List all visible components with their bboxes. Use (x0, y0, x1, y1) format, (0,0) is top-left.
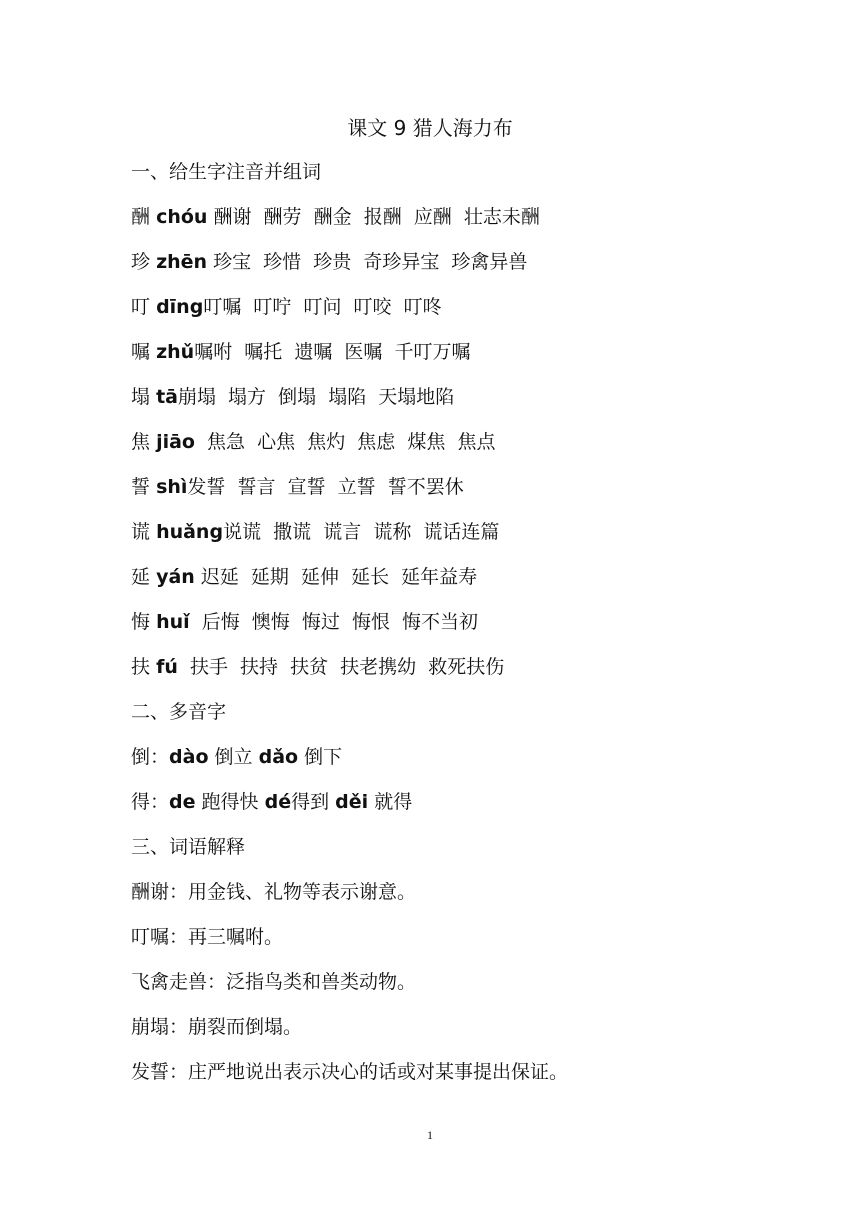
word-list: 焦急 心焦 焦灼 焦虑 煤焦 焦点 (194, 431, 496, 453)
pinyin: jiāo (156, 431, 195, 453)
polyphone-entry (131, 790, 831, 835)
lesson-title-text: 课文 9 猎人海力布 (347, 116, 513, 140)
definition-entry: 崩塌：崩裂而倒塌。 (131, 1016, 303, 1038)
char: 酬 (131, 206, 151, 228)
polyphone-char: 倒： (131, 746, 170, 768)
polyphone-word: 倒立 (208, 746, 259, 768)
polyphone-word: 跑得快 (195, 791, 265, 813)
char-entry (131, 385, 831, 430)
word-list: 崩塌 塌方 倒塌 塌陷 天塌地陷 (177, 386, 455, 408)
section-heading-2: 二、多音字 (131, 701, 227, 723)
char-entry (131, 475, 831, 520)
section-heading-1: 一、给生字注音并组词 (131, 161, 322, 183)
pinyin: zhēn (156, 251, 208, 273)
char: 焦 (131, 431, 151, 453)
pinyin: dǎo (258, 746, 299, 768)
char: 延 (131, 566, 151, 588)
word-list: 珍宝 珍惜 珍贵 奇珍异宝 珍禽异兽 (207, 251, 528, 273)
page-number: 1 (427, 1128, 433, 1142)
char: 珍 (131, 251, 151, 273)
char: 嘱 (131, 341, 151, 363)
char: 誓 (131, 476, 151, 498)
char-list (131, 205, 831, 700)
char-entry (131, 295, 831, 340)
definition-entry: 酬谢：用金钱、礼物等表示谢意。 (131, 881, 417, 903)
char: 叮 (131, 296, 151, 318)
pinyin: chóu (156, 206, 208, 228)
lesson-title (0, 116, 860, 140)
pinyin: huǎng (156, 521, 224, 543)
char-entry (131, 610, 831, 655)
char-entry (131, 520, 831, 565)
polyphone-char: 得： (131, 791, 170, 813)
definition-entry: 叮嘱：再三嘱咐。 (131, 926, 284, 948)
pinyin: dào (169, 746, 209, 768)
definition-list (131, 880, 831, 1105)
char: 谎 (131, 521, 151, 543)
char-entry (131, 430, 831, 475)
pinyin: děi (335, 791, 369, 813)
pinyin: zhǔ (156, 341, 195, 363)
pinyin: tā (156, 386, 178, 408)
pinyin: huǐ (156, 611, 190, 633)
polyphone-word: 倒下 (298, 746, 343, 768)
word-list: 后悔 懊悔 悔过 悔恨 悔不当初 (189, 611, 479, 633)
word-list: 叮嘱 叮咛 叮问 叮咬 叮咚 (203, 296, 442, 318)
polyphone-word: 得到 (291, 791, 336, 813)
pinyin: yán (156, 566, 195, 588)
definition-entry: 发誓：庄严地说出表示决心的话或对某事提出保证。 (131, 1061, 569, 1083)
polyphone-word: 就得 (368, 791, 413, 813)
content-body (131, 160, 831, 1105)
char-entry (131, 340, 831, 385)
char: 塌 (131, 386, 151, 408)
pinyin: shì (156, 476, 188, 498)
char: 悔 (131, 611, 151, 633)
pinyin: fú (156, 656, 178, 678)
word-list: 迟延 延期 延伸 延长 延年益寿 (194, 566, 478, 588)
word-list: 发誓 誓言 宣誓 立誓 誓不罢休 (187, 476, 464, 498)
definition-entry: 飞禽走兽：泛指鸟类和兽类动物。 (131, 971, 417, 993)
char-entry (131, 205, 831, 250)
section-heading-3: 三、词语解释 (131, 836, 246, 858)
word-list: 说谎 撒谎 谎言 谎称 谎话连篇 (223, 521, 500, 543)
polyphone-list (131, 745, 831, 835)
pinyin: dé (264, 791, 292, 813)
char-entry (131, 250, 831, 295)
word-list: 扶手 扶持 扶贫 扶老携幼 救死扶伤 (177, 656, 505, 678)
pinyin: de (169, 791, 196, 813)
polyphone-entry (131, 745, 831, 790)
word-list: 酬谢 酬劳 酬金 报酬 应酬 壮志未酬 (207, 206, 540, 228)
char: 扶 (131, 656, 151, 678)
pinyin: dīng (156, 296, 204, 318)
word-list: 嘱咐 嘱托 遗嘱 医嘱 千叮万嘱 (194, 341, 471, 363)
char-entry (131, 565, 831, 610)
char-entry (131, 655, 831, 700)
